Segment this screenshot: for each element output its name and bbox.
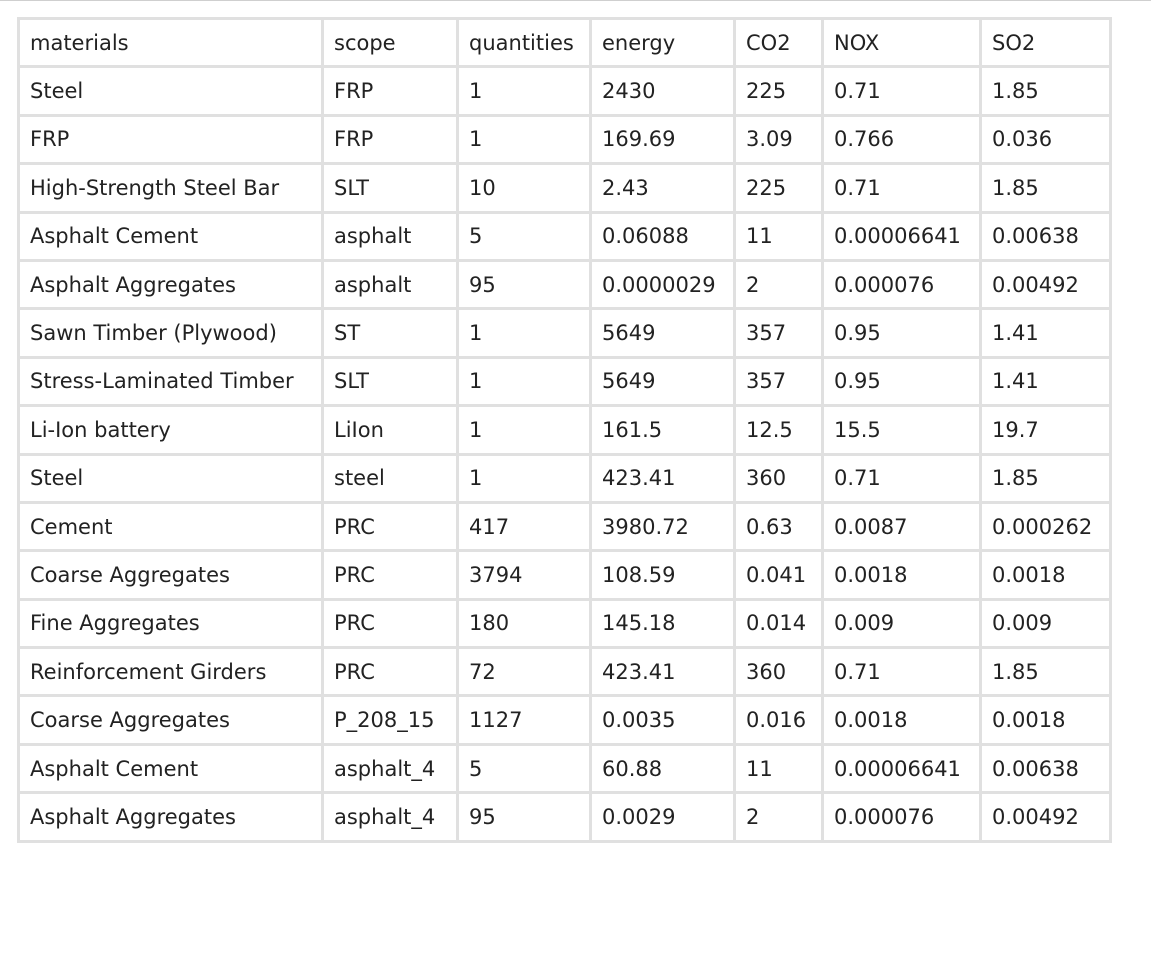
cell-energy: 2.43 — [591, 164, 735, 212]
column-header-so2: SO2 — [981, 19, 1111, 67]
cell-energy: 3980.72 — [591, 502, 735, 550]
cell-quantities: 1127 — [458, 696, 591, 744]
cell-nox: 0.95 — [823, 309, 981, 357]
cell-nox: 0.0018 — [823, 696, 981, 744]
cell-materials: Coarse Aggregates — [19, 551, 323, 599]
cell-co2: 11 — [735, 744, 823, 792]
cell-quantities: 95 — [458, 793, 591, 841]
cell-energy: 2430 — [591, 67, 735, 115]
column-header-scope: scope — [323, 19, 458, 67]
cell-so2: 1.41 — [981, 309, 1111, 357]
table-row — [19, 67, 1111, 115]
cell-energy: 423.41 — [591, 648, 735, 696]
cell-materials: High-Strength Steel Bar — [19, 164, 323, 212]
cell-co2: 0.014 — [735, 599, 823, 647]
table-row — [19, 454, 1111, 502]
cell-energy: 108.59 — [591, 551, 735, 599]
cell-co2: 12.5 — [735, 406, 823, 454]
cell-so2: 0.009 — [981, 599, 1111, 647]
cell-energy: 0.0000029 — [591, 260, 735, 308]
cell-nox: 0.71 — [823, 648, 981, 696]
cell-nox: 0.95 — [823, 357, 981, 405]
cell-nox: 0.00006641 — [823, 212, 981, 260]
cell-so2: 1.85 — [981, 648, 1111, 696]
cell-co2: 0.016 — [735, 696, 823, 744]
cell-materials: FRP — [19, 115, 323, 163]
cell-so2: 0.00638 — [981, 212, 1111, 260]
table-row — [19, 164, 1111, 212]
table-row — [19, 696, 1111, 744]
cell-quantities: 1 — [458, 309, 591, 357]
cell-co2: 357 — [735, 357, 823, 405]
cell-scope: steel — [323, 454, 458, 502]
column-header-co2: CO2 — [735, 19, 823, 67]
table-row — [19, 551, 1111, 599]
cell-co2: 225 — [735, 67, 823, 115]
table-row — [19, 502, 1111, 550]
table-row — [19, 115, 1111, 163]
cell-materials: Fine Aggregates — [19, 599, 323, 647]
cell-so2: 0.0018 — [981, 551, 1111, 599]
cell-co2: 2 — [735, 260, 823, 308]
cell-quantities: 95 — [458, 260, 591, 308]
table-body — [19, 67, 1111, 841]
cell-quantities: 3794 — [458, 551, 591, 599]
cell-scope: asphalt — [323, 212, 458, 260]
cell-so2: 0.00492 — [981, 260, 1111, 308]
cell-so2: 1.85 — [981, 454, 1111, 502]
cell-materials: Asphalt Aggregates — [19, 793, 323, 841]
cell-scope: asphalt — [323, 260, 458, 308]
cell-scope: PRC — [323, 599, 458, 647]
cell-scope: SLT — [323, 357, 458, 405]
cell-energy: 423.41 — [591, 454, 735, 502]
cell-co2: 360 — [735, 648, 823, 696]
cell-energy: 0.06088 — [591, 212, 735, 260]
table-row — [19, 744, 1111, 792]
table-row — [19, 648, 1111, 696]
cell-materials: Coarse Aggregates — [19, 696, 323, 744]
cell-quantities: 5 — [458, 744, 591, 792]
cell-co2: 11 — [735, 212, 823, 260]
cell-nox: 0.71 — [823, 164, 981, 212]
cell-materials: Asphalt Cement — [19, 212, 323, 260]
cell-so2: 1.85 — [981, 67, 1111, 115]
cell-nox: 0.009 — [823, 599, 981, 647]
cell-scope: LiIon — [323, 406, 458, 454]
cell-quantities: 5 — [458, 212, 591, 260]
table-row — [19, 793, 1111, 841]
column-header-materials: materials — [19, 19, 323, 67]
cell-scope: FRP — [323, 67, 458, 115]
cell-nox: 0.71 — [823, 454, 981, 502]
cell-so2: 0.036 — [981, 115, 1111, 163]
cell-so2: 0.00638 — [981, 744, 1111, 792]
cell-materials: Sawn Timber (Plywood) — [19, 309, 323, 357]
cell-scope: P_208_15 — [323, 696, 458, 744]
cell-so2: 0.0018 — [981, 696, 1111, 744]
column-header-quantities: quantities — [458, 19, 591, 67]
table-row — [19, 260, 1111, 308]
cell-co2: 0.63 — [735, 502, 823, 550]
cell-energy: 0.0029 — [591, 793, 735, 841]
cell-co2: 0.041 — [735, 551, 823, 599]
cell-quantities: 72 — [458, 648, 591, 696]
cell-scope: PRC — [323, 551, 458, 599]
cell-nox: 0.00006641 — [823, 744, 981, 792]
cell-scope: FRP — [323, 115, 458, 163]
cell-energy: 5649 — [591, 357, 735, 405]
cell-nox: 0.0087 — [823, 502, 981, 550]
table-row — [19, 406, 1111, 454]
column-header-nox: NOX — [823, 19, 981, 67]
cell-nox: 0.766 — [823, 115, 981, 163]
table-header-row — [19, 19, 1111, 67]
cell-quantities: 1 — [458, 115, 591, 163]
cell-nox: 0.000076 — [823, 260, 981, 308]
cell-quantities: 1 — [458, 67, 591, 115]
cell-quantities: 1 — [458, 454, 591, 502]
cell-materials: Cement — [19, 502, 323, 550]
cell-quantities: 417 — [458, 502, 591, 550]
column-header-energy: energy — [591, 19, 735, 67]
cell-so2: 1.41 — [981, 357, 1111, 405]
cell-energy: 0.0035 — [591, 696, 735, 744]
cell-so2: 19.7 — [981, 406, 1111, 454]
cell-co2: 3.09 — [735, 115, 823, 163]
cell-co2: 357 — [735, 309, 823, 357]
cell-quantities: 10 — [458, 164, 591, 212]
cell-co2: 2 — [735, 793, 823, 841]
cell-nox: 0.0018 — [823, 551, 981, 599]
cell-scope: ST — [323, 309, 458, 357]
table-row — [19, 599, 1111, 647]
cell-co2: 225 — [735, 164, 823, 212]
cell-scope: asphalt_4 — [323, 744, 458, 792]
cell-materials: Steel — [19, 454, 323, 502]
cell-materials: Stress-Laminated Timber — [19, 357, 323, 405]
cell-nox: 15.5 — [823, 406, 981, 454]
cell-materials: Reinforcement Girders — [19, 648, 323, 696]
top-divider — [0, 0, 1151, 1]
cell-co2: 360 — [735, 454, 823, 502]
cell-quantities: 1 — [458, 357, 591, 405]
table-row — [19, 357, 1111, 405]
cell-materials: Asphalt Aggregates — [19, 260, 323, 308]
cell-energy: 145.18 — [591, 599, 735, 647]
cell-so2: 0.000262 — [981, 502, 1111, 550]
cell-so2: 0.00492 — [981, 793, 1111, 841]
cell-energy: 161.5 — [591, 406, 735, 454]
cell-energy: 60.88 — [591, 744, 735, 792]
cell-quantities: 1 — [458, 406, 591, 454]
table-row — [19, 309, 1111, 357]
cell-materials: Steel — [19, 67, 323, 115]
cell-energy: 5649 — [591, 309, 735, 357]
cell-scope: asphalt_4 — [323, 793, 458, 841]
cell-nox: 0.000076 — [823, 793, 981, 841]
table-row — [19, 212, 1111, 260]
cell-scope: PRC — [323, 502, 458, 550]
cell-scope: PRC — [323, 648, 458, 696]
cell-materials: Li-Ion battery — [19, 406, 323, 454]
cell-quantities: 180 — [458, 599, 591, 647]
cell-scope: SLT — [323, 164, 458, 212]
cell-so2: 1.85 — [981, 164, 1111, 212]
cell-energy: 169.69 — [591, 115, 735, 163]
materials-table — [17, 17, 1112, 843]
cell-nox: 0.71 — [823, 67, 981, 115]
cell-materials: Asphalt Cement — [19, 744, 323, 792]
